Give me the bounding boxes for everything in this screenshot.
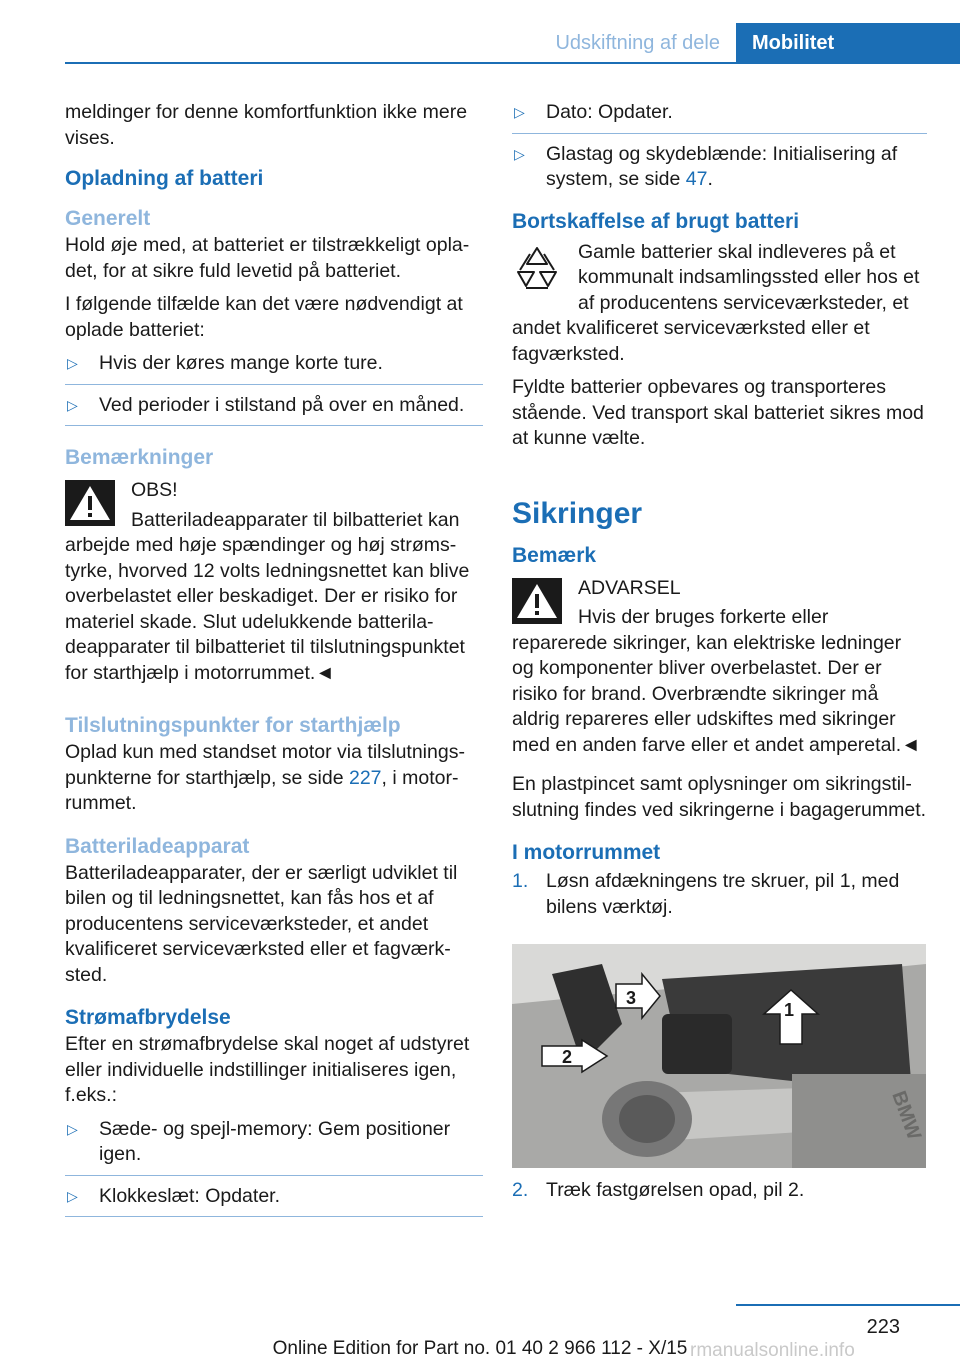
heading-bemaerk: Bemærk [512, 543, 597, 567]
triangle-bullet-icon: ▷ [67, 1187, 78, 1204]
intro-text: meldinger for denne komfortfunktion ikke mere vises. [65, 101, 468, 149]
header-section-title: Udskiftning af dele [555, 32, 720, 54]
heading-sikringer: Sikringer [512, 496, 643, 530]
list-item: ▷ Dato: Opdater. [512, 100, 927, 134]
engine-bay-photo [512, 944, 926, 1168]
list-item: ▷ Hvis der køres mange korte ture. [65, 351, 483, 385]
list-item: ▷ Klokkeslæt: Opdater. [65, 1184, 483, 1218]
stroem-text: Efter en strømafbrydelse skal noget af udstyret eller individuelle indstillinger initialiseres igen, f.eks.: [65, 1033, 470, 1106]
recycle-icon [512, 244, 562, 300]
stroem-list [65, 1117, 483, 1218]
advarsel-text: Hvis der bruges forkerte eller reparerede sikringer, kan elektriske ledninger og komponenter bliver overbelastet. Der er risiko for brand. Overbrændte sikringer må aldrig repareres eller udskiftes med sikringer med en anden farve eller et andet amperetal.◄ [512, 606, 921, 756]
heading-bemaerkninger: Bemærkninger [65, 446, 214, 469]
engine-bay-illustration [512, 944, 926, 1168]
photo-label-3: 3 [626, 988, 637, 1008]
plastpincet-text: En plastpincet samt oplysninger om sikringstilslutning findes ved sikringerne i bagagerummet. [512, 773, 927, 821]
page-link-47[interactable]: 47 [685, 168, 708, 190]
tilslutning-text: Oplad kun med standset motor via tilslutningspunkterne for starthjælp, se side 227, i motorrummet. [65, 741, 465, 814]
watermark-text: rmanualsonline.info [690, 1340, 855, 1361]
triangle-bullet-icon: ▷ [514, 145, 525, 162]
right-column [512, 100, 927, 1212]
steps-list-continued [512, 1178, 927, 1204]
left-column [65, 100, 483, 1225]
generelt-paragraph-2: I følgende tilfælde kan det være nødvendigt at oplade batteriet: [65, 293, 463, 341]
heading-tilslutning: Tilslutningspunkter for starthjælp [65, 714, 401, 737]
header-rule [65, 62, 960, 64]
advarsel-title: ADVARSEL [578, 576, 681, 599]
stroem-list-continued [512, 100, 927, 200]
warning-icon [65, 480, 115, 526]
heading-motorrummet: I motorrummet [512, 841, 661, 864]
bortskaffelse-paragraph-1: Gamle batterier skal indleveres på et kommunalt indsamlingssted eller hos et af producentens serviceværksteder, et andet kvalificeret serviceværksted eller et fagværksted. [512, 240, 920, 365]
heading-bortskaffelse: Bortskaffelse af brugt batteri [512, 209, 800, 233]
obs-text: Batteriladeapparater til bilbatteriet kan arbejde med høje spændinger og høj strømstyrke, hvorved 12 volts ledningsnettet kan blive overbelastet eller beskadiget. Der er risiko for materiel skade. Slut udelukkende batteriladeapparater til bilbatteriet til tilslutningspunktet for starthjælp i motorrummet.◄ [65, 508, 470, 684]
page-number: 223 [866, 1316, 900, 1338]
obs-notice [65, 478, 483, 694]
footer-rule [736, 1304, 960, 1306]
generelt-paragraph-1: Hold øje med, at batteriet er tilstrækkeligt opladet, for at sikre fuld levetid på batteriet. [65, 234, 470, 282]
triangle-bullet-icon: ▷ [67, 355, 78, 371]
obs-title: OBS! [131, 479, 178, 501]
triangle-bullet-icon: ▷ [67, 1120, 78, 1137]
bortskaffelse-paragraph-2: Fyldte batterier opbevares og transporteres stående. Ved transport skal batteriet sikres mod at kunne vælte. [512, 376, 924, 449]
triangle-bullet-icon: ▷ [514, 104, 525, 120]
triangle-bullet-icon: ▷ [67, 396, 78, 413]
list-item: ▷ Sæde- og spejl-memory: Gem positioner igen. [65, 1117, 483, 1176]
photo-brand: BMW [887, 1088, 926, 1143]
steps-list [512, 869, 927, 920]
list-item: ▷ Glastag og skydeblænde: Initialisering af system, se side 47. [514, 142, 898, 190]
photo-label-2: 2 [562, 1047, 573, 1067]
warning-icon [512, 578, 562, 624]
header-chapter-tab: Mobilitet [736, 23, 960, 64]
page-link-227[interactable]: 227 [348, 766, 382, 789]
list-item: 1. Løsn afdækningens tre skruer, pil 1, med bilens værktøj. [512, 870, 900, 918]
heading-ladeapparat: Batteriladeapparat [65, 834, 250, 858]
recycle-notice [512, 240, 927, 368]
list-item: ▷ Ved perioder i stilstand på over en måned. [65, 393, 483, 427]
generelt-list [65, 351, 483, 426]
ladeapparat-text: Batteriladeapparater, der er særligt udviklet til bilen og til ledningsnettet, kan fås hos et af producentens serviceværksteder, et andet kvalificeret serviceværksted eller et fagværksted. [65, 861, 458, 986]
edition-footer: Online Edition for Part no. 01 40 2 966 112 - X/15 [272, 1338, 688, 1359]
heading-opladning: Opladning af batteri [65, 167, 264, 190]
photo-label-1: 1 [784, 1000, 795, 1020]
list-item: 2. Træk fastgørelsen opad, pil 2. [512, 1179, 805, 1201]
advarsel-notice [512, 576, 927, 767]
heading-stroemafbrydelse: Strømafbrydelse [65, 1006, 231, 1029]
heading-generelt: Generelt [65, 207, 151, 230]
